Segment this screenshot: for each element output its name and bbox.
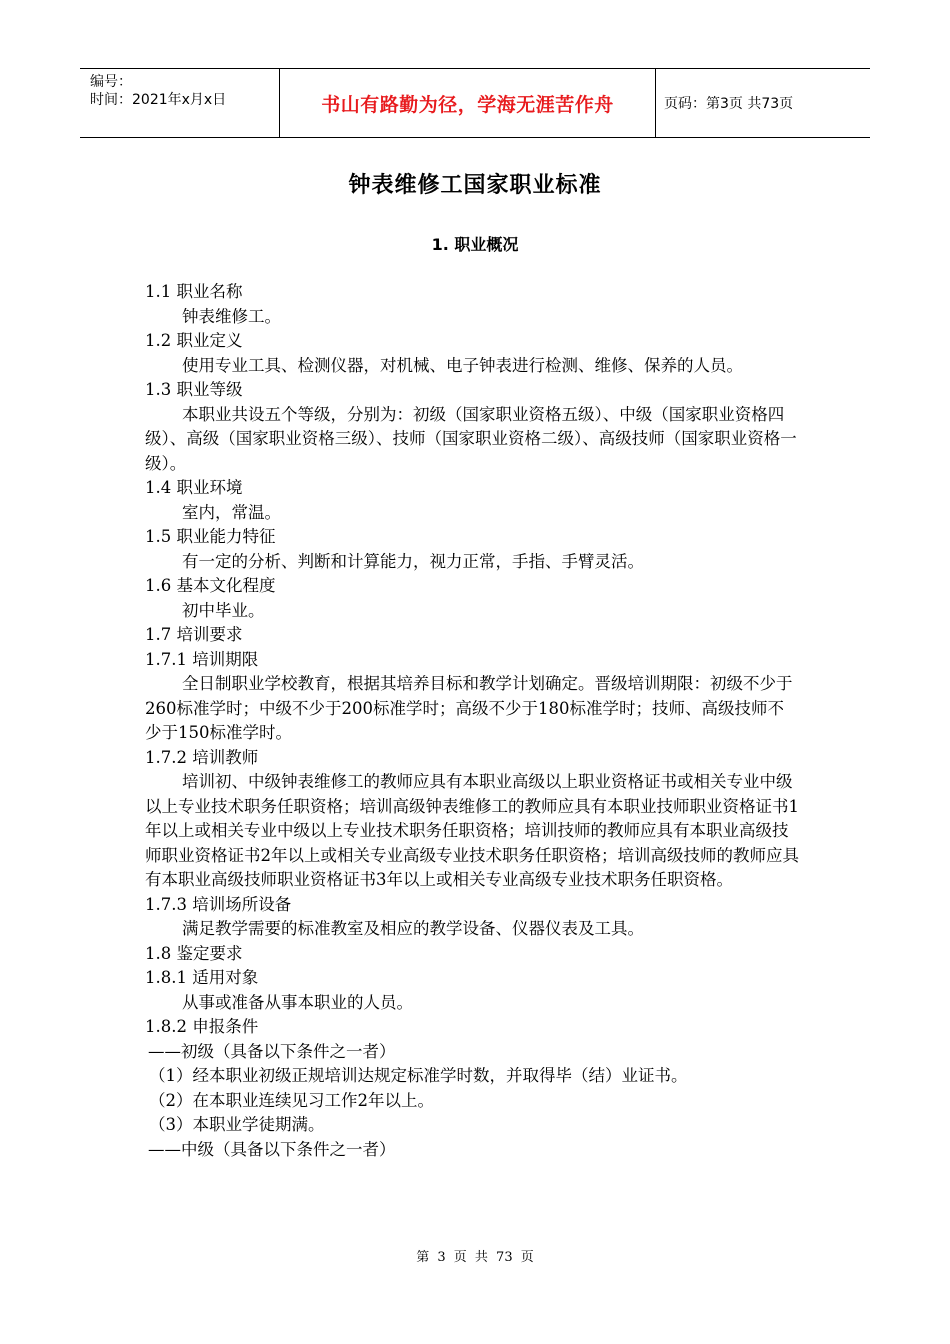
paragraph: 本职业共设五个等级，分别为：初级（国家职业资格五级）、中级（国家职业资格四级）、高级（国家职业资格三级）、技师（国家职业资格二级）、高级技师（国家职业资格一级）。: [145, 404, 797, 473]
heading-1-8-1: 1.8.1 适用对象: [145, 968, 259, 987]
paragraph: 室内，常温。: [182, 502, 281, 522]
heading-1-3: 1.3 职业等级: [145, 380, 243, 399]
heading-1-2: 1.2 职业定义: [145, 331, 243, 350]
heading-1-8-2: 1.8.2 申报条件: [145, 1017, 259, 1036]
list-item: （3）本职业学徒期满。: [149, 1115, 325, 1134]
paragraph: 从事或准备从事本职业的人员。: [182, 992, 413, 1012]
document-date: 时间：2021年x月x日: [90, 92, 227, 108]
heading-1-7-3: 1.7.3 培训场所设备: [145, 894, 292, 914]
paragraph: 钟表维修工。: [182, 306, 281, 326]
paragraph: 初中毕业。: [182, 600, 265, 620]
document-number-label: 编号：: [90, 74, 132, 90]
header-meta: [80, 69, 280, 137]
paragraph: 培训初、中级钟表维修工的教师应具有本职业高级以上职业资格证书或相关专业中级以上专业技术职务任职资格；培训高级钟表维修工的教师应具有本职业技师职业资格证书1年以上或相关专业中级以上专业技术职务任职资格；培训技师的教师应具有本职业高级技师职业资格证书2年以上或相关专业高级专业技术职务任职资格；培训高级技师的教师应具有本职业高级技师职业资格证书3年以上或相关专业高级专业技术职务任职资格。: [145, 772, 799, 889]
header-motto: 书山有路勤为径，学海无涯苦作舟: [280, 69, 656, 137]
heading-1-5: 1.5 职业能力特征: [145, 527, 276, 546]
heading-1-4: 1.4 职业环境: [145, 478, 243, 497]
paragraph: 使用专业工具、检测仪器，对机械、电子钟表进行检测、维修、保养的人员。: [182, 355, 743, 375]
list-item: （2）在本职业连续见习工作2年以上。: [149, 1090, 434, 1110]
page-header: [80, 68, 870, 138]
heading-1-6: 1.6 基本文化程度: [145, 576, 276, 595]
level-heading-intermediate: ——中级（具备以下条件之一者）: [148, 1139, 396, 1159]
list-item: （1）经本职业初级正规培训达规定标准学时数，并取得毕（结）业证书。: [149, 1066, 688, 1085]
header-page-info: 页码：第3页 共73页: [664, 96, 794, 112]
heading-1-1: 1.1 职业名称: [145, 282, 243, 301]
paragraph: 满足教学需要的标准教室及相应的教学设备、仪器仪表及工具。: [182, 919, 644, 938]
document-body: [145, 280, 800, 1162]
section-title: 1. 职业概况: [431, 235, 519, 254]
paragraph: 有一定的分析、判断和计算能力，视力正常，手指、手臂灵活。: [182, 551, 644, 571]
document-title: 钟表维修工国家职业标准: [348, 173, 602, 198]
paragraph: 全日制职业学校教育，根据其培养目标和教学计划确定。晋级培训期限：初级不少于260标准学时；中级不少于200标准学时；高级不少于180标准学时；技师、高级技师不少于150标准学时。: [145, 674, 793, 742]
heading-1-7-2: 1.7.2 培训教师: [145, 747, 259, 767]
heading-1-7-1: 1.7.1 培训期限: [145, 649, 259, 669]
level-heading-junior: ——初级（具备以下条件之一者）: [148, 1041, 396, 1061]
heading-1-8: 1.8 鉴定要求: [145, 943, 243, 963]
page-footer: 第 3 页 共 73 页: [416, 1250, 534, 1265]
heading-1-7: 1.7 培训要求: [145, 625, 243, 644]
